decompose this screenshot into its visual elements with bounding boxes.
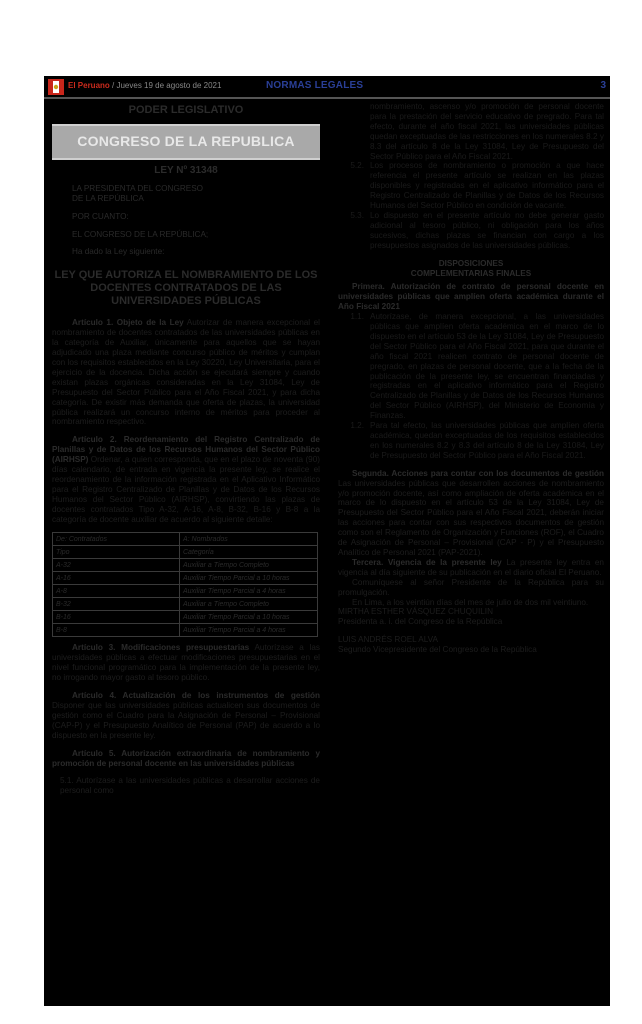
list-item: [338, 211, 604, 251]
article-2-heading: Artículo 2. Reordenamiento del Registro Centralizado de Planillas y de Datos de los Recursos Humanos del Sector Público (AIRHSP): [52, 435, 320, 465]
signatory-1-name: MIRTHA ESTHER VÁSQUEZ CHUQUILIN: [338, 607, 493, 617]
segunda-heading: Segunda. Acciones para contar con los documentos de gestión: [352, 468, 604, 478]
page-number: 3: [600, 80, 606, 91]
right-column: [338, 102, 604, 655]
disposiciones-title: DISPOSICIONES COMPLEMENTARIAS FINALES: [410, 258, 532, 278]
list-item: [338, 312, 604, 421]
table-cell: B-8: [53, 624, 180, 637]
table-subheader-cell: Categoría: [180, 546, 318, 559]
table-cell: Auxiliar Tiempo Parcial a 10 horas: [180, 611, 318, 624]
item-text: Lo dispuesto en el presente artículo no debe generar gasto adicional al tesoro público, ni obligación para los años sucesivos, dichas plazas se financian con cargo a los presupuestos asignados de las universidades públicas.: [370, 210, 604, 250]
header-brand: El Peruano: [68, 81, 110, 90]
table-cell: B-32: [53, 598, 180, 611]
table-cell: Auxiliar a Tiempo Completo: [180, 559, 318, 572]
ha-dado-line: Ha dado la Ley siguiente:: [72, 247, 165, 257]
primera-heading: Primera. Autorización de contrato de personal docente en universidades públicas que amplíen oferta académica durante el Año Fiscal 2021: [338, 282, 604, 312]
header-date: / Jueves 19 de agosto de 2021: [112, 81, 222, 90]
table-cell: Auxiliar Tiempo Parcial a 10 horas: [180, 572, 318, 585]
page-header: [44, 76, 610, 98]
law-title: LEY QUE AUTORIZA EL NOMBRAMIENTO DE LOS DOCENTES CONTRATADOS DE LAS UNIVERSIDADES PÚBLICAS: [54, 269, 318, 308]
table-row: [53, 585, 318, 598]
lima-date: En Lima, a los veintiún días del mes de julio de dos mil veintiuno.: [352, 597, 589, 607]
header-section: NORMAS LEGALES: [266, 80, 364, 91]
conversion-table: [52, 532, 318, 637]
signatory-2-role: Segundo Vicepresidente del Congreso de la República: [338, 645, 537, 655]
table-row: [53, 598, 318, 611]
article-5-heading: Artículo 5. Autorización extraordinaria de nombramiento y promoción de personal docente en las universidades públicas: [52, 748, 320, 768]
table-subheader-cell: Tipo: [53, 546, 180, 559]
header-divider: [44, 97, 610, 99]
newspaper-page: [44, 76, 610, 1006]
tercera-body: La presente ley entra en vigencia al día siguiente de su publicación en el diario oficial El Peruano.: [338, 557, 604, 577]
table-row: [53, 572, 318, 585]
article-4-heading: Artículo 4. Actualización de los instrumentos de gestión: [72, 691, 320, 701]
por-cuanto: POR CUANTO:: [72, 211, 129, 221]
article-3-heading: Artículo 3. Modificaciones presupuestarias: [72, 643, 250, 653]
table-row: [53, 559, 318, 572]
header-dateline: [68, 81, 221, 90]
table-cell: A-32: [53, 559, 180, 572]
congreso-line: EL CONGRESO DE LA REPÚBLICA;: [72, 229, 209, 239]
item-number: 1.2.: [350, 421, 364, 431]
article-1-heading: Artículo 1. Objeto de la Ley: [72, 318, 184, 328]
congreso-banner: [52, 124, 320, 160]
article-3: [52, 643, 320, 683]
item-number: 5.3.: [350, 210, 364, 220]
item-text: Para tal efecto, las universidades públicas que amplíen oferta académica, quedan exceptuadas de los requisitos establecidos en los numerales 8.2 y 8.3 del artículo 8 de la Ley 31084, Ley de Presupuesto del Sector Público para el Año Fiscal 2021.: [370, 421, 604, 460]
congreso-title: CONGRESO DE LA REPUBLICA: [77, 132, 295, 149]
comuniquese: Comuníquese al señor Presidente de la República para su promulgación.: [338, 577, 604, 597]
table-header-cell: A: Nombrados: [180, 533, 318, 546]
article-1-body: Autorizar de manera excepcional el nombramiento de docentes contratados de las universidades públicas en la categoría de Auxiliar, únicamente para aquellos que se hayan adjudicado una plaza mediante concurso público de méritos y cumplan con los requisitos establecidos en la Ley 30220, Ley Universitaria, para el ejercicio de la docencia. Dicha acción se ejecutará siempre y cuando existan plazas orgánicas consideradas en la Ley 31084, Ley de Presupuesto del Sector Público para el Año Fiscal 2021, y para dicha categoría. De existir más demanda que oferta de plazas, la universidad pública realizará un concurso interno de méritos para proceder al nombramiento respectivo.: [52, 318, 320, 427]
item-number: 5.2.: [350, 161, 364, 171]
el-peruano-logo-icon: [48, 79, 64, 95]
article-2: [52, 435, 320, 524]
table-header-cell: De: Contratados: [53, 533, 180, 546]
table-cell: Auxiliar Tiempo Parcial a 4 horas: [180, 585, 318, 598]
table-cell: Auxiliar a Tiempo Completo: [180, 598, 318, 611]
article-4-body: Disponer que las universidades públicas actualicen sus documentos de gestión como el Cuadro para la Asignación de Personal – Provisional (CAP-P) y el Presupuesto Analítico de Personal (PAP) de acuerdo a lo dispuesto en la presente ley.: [52, 701, 320, 740]
article-3-body: Autorízase a las universidades públicas a efectuar modificaciones presupuestarias en el nivel funcional programático para la implementación de la presente ley, no irrogando mayor gasto al tesoro público.: [52, 643, 320, 683]
segunda-body: Las universidades públicas que desarrollen acciones de nombramiento y/o promoción docente, así como ampliación de oferta académica en el marco de lo dispuesto en el artículo 53 de la Ley 31084, Ley de Presupuesto del Sector Público para el Año Fiscal 2021, deberán iniciar las acciones para contar con sus respectivos documentos de gestión como son el Reglamento de Organización y Funciones (ROF), el Cuadro de Asignación de Personal – Provisional (CAP - P) y el Presupuesto Analítico de Personal 2021 (PAP-2021).: [338, 478, 604, 557]
list-item: [338, 161, 604, 211]
item-number: 1.1.: [350, 312, 364, 322]
segunda: [338, 469, 604, 558]
article-2-body: Ordenar, a quien corresponda, que en el plazo de noventa (90) días calendario, de entrada en vigencia la presente ley, se realice el reordenamiento de la información registrada en el Aplicativo Informático para el Registro Centralizado de Planillas y de Datos de los Recursos Humanos del Sector Público (AIRHSP), convirtiendo las plazas de docentes contratados Tipo A-32, A-16, A-8, B-32, B-16 y B-8 a la categoría de docente auxiliar de acuerdo al siguiente detalle:: [52, 455, 321, 524]
table-cell: A-16: [53, 572, 180, 585]
article-5-1: 5.1. Autorízase a las universidades públicas a desarrollar acciones de personal como: [60, 776, 320, 796]
law-number: LEY Nº 31348: [154, 164, 218, 176]
presidenta-line: LA PRESIDENTA DEL CONGRESO DE LA REPÚBLICA: [72, 183, 204, 203]
item-text: Los procesos de nombramiento o promoción a que hace referencia el presente artículo se realizan en las plazas disponibles y registradas en el aplicativo informático para el Registro Centralizado de Planillas y de Datos de los Recursos Humanos del Sector Público en condición de vacante.: [370, 161, 604, 211]
table-header-row: [53, 533, 318, 546]
section-title: PODER LEGISLATIVO: [128, 104, 244, 116]
tercera-heading: Tercera. Vigencia de la presente ley: [352, 557, 502, 567]
table-row: [53, 611, 318, 624]
table-cell: Auxiliar Tiempo Parcial a 4 horas: [180, 624, 318, 637]
article-4: [52, 691, 320, 741]
left-column: [52, 102, 320, 804]
item-text: Autorízase, de manera excepcional, a las universidades públicas que amplíen oferta académica en el marco de lo dispuesto en el artículo 53 de la Ley 31084, Ley de Presupuesto del Sector Público para el Año Fiscal 2021, para que durante el año fiscal 2021 realicen contrato de personal docente de pregrado, en plazas de personal docente, que a la fecha de la publicación de la presente ley, se encuentran financiadas y registradas en el aplicativo informático para el Registro Centralizado de Planillas y de Datos de los Recursos Humanos del Sector Público (AIRHSP), del Ministerio de Economía y Finanzas.: [370, 312, 604, 421]
article-1: [52, 318, 320, 427]
signatory-2-name: LUIS ANDRÉS ROEL ALVA: [338, 635, 438, 645]
table-cell: B-16: [53, 611, 180, 624]
article-5: [52, 749, 320, 769]
table-subheader-row: [53, 546, 318, 559]
signatory-1-role: Presidenta a. i. del Congreso de la República: [338, 617, 503, 627]
article-5-1-continued: nombramiento, ascenso y/o promoción de personal docente para la prestación del servicio educativo de pregrado. Para tal efecto, durante el año fiscal 2021, las universidades públicas quedan exceptuadas de las restricciones en los numerales 8.2 y 8.3 del artículo 8 de la Ley 31084, Ley de Presupuesto del Sector Público para el Año Fiscal 2021.: [370, 102, 604, 161]
tercera: [338, 558, 604, 578]
table-row: [53, 624, 318, 637]
list-item: [338, 421, 604, 461]
table-cell: A-8: [53, 585, 180, 598]
